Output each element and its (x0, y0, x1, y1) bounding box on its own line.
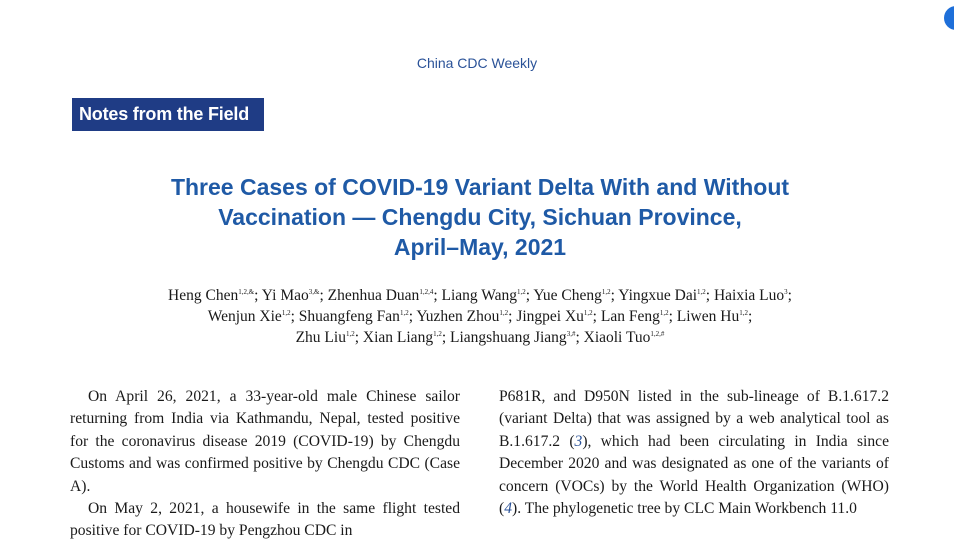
article-title (100, 172, 860, 262)
author-line-1 (80, 285, 880, 306)
body-column-left (70, 386, 460, 543)
author: Xian Liang$^{1,2}$; (362, 329, 447, 346)
author: Yingxue Dai$^{1,2}$; (618, 287, 711, 304)
author: Jingpei Xu$^{1,2}$; (516, 308, 597, 325)
author: Yuzhen Zhou$^{1,2}$; (416, 308, 513, 325)
title-line-3: April–May, 2021 (393, 234, 567, 260)
title-line-1: Three Cases of COVID-19 Variant Delta With and Without (170, 174, 790, 200)
author: Zhenhua Duan$^{1,2,4}$; (327, 287, 438, 304)
author: Lan Feng$^{1,2}$; (600, 308, 673, 325)
author: Yue Cheng$^{1,2}$; (533, 287, 615, 304)
author-line-2 (80, 306, 880, 327)
author: Haixia Luo$^3$; (713, 287, 792, 304)
author: Heng Chen$^{1,2,\&}$; (168, 287, 259, 304)
info-circle-icon[interactable] (944, 6, 954, 30)
author: Xiaoli Tuo$^{1,2,\#}$ (583, 329, 665, 346)
author: Yi Mao$^{3,\&}$; (261, 287, 324, 304)
reference-link[interactable]: 4 (504, 500, 512, 518)
reference-link[interactable]: 3 (574, 432, 583, 450)
section-badge: Notes from the Field (72, 98, 264, 131)
body-paragraph: On April 26, 2021, a 33-year-old male Chinese sailor returning from India via Kathmandu, Nepal, tested positive for the coronavirus disease 2019 (COVID-19) by Chengdu Customs and was confirmed positive by Chengdu CDC (Case A). (70, 388, 460, 495)
body-paragraph: On May 2, 2021, a housewife in the same flight tested positive for COVID-19 by Pengzhou CDC in (70, 500, 460, 540)
author: Liangshuang Jiang$^{3,\#}$; (450, 329, 580, 346)
title-line-2: Vaccination — Chengdu City, Sichuan Province, (218, 204, 742, 230)
author: Liang Wang$^{1,2}$; (441, 287, 531, 304)
author-list (80, 285, 880, 348)
author: Shuangfeng Fan$^{1,2}$; (298, 308, 413, 325)
journal-name: China CDC Weekly (416, 55, 538, 71)
author: Wenjun Xie$^{1,2}$; (207, 308, 295, 325)
body-paragraph: P681R, and D950N listed in the sub-lineage of B.1.617.2 (variant Delta) that was assigned by a web analytical tool as B.1.617.2 (3), which had been circulating in India since December 2020 and was designated as one of the variants of concern (VOCs) by the World Health Organization (WHO) (4). The phylogenetic tree by CLC Main Workbench 11.0 (499, 388, 890, 518)
body-column-right (499, 386, 889, 520)
author-line-3 (80, 327, 880, 348)
author: Zhu Liu$^{1,2}$; (295, 329, 360, 346)
author: Liwen Hu$^{1,2}$; (676, 308, 753, 325)
